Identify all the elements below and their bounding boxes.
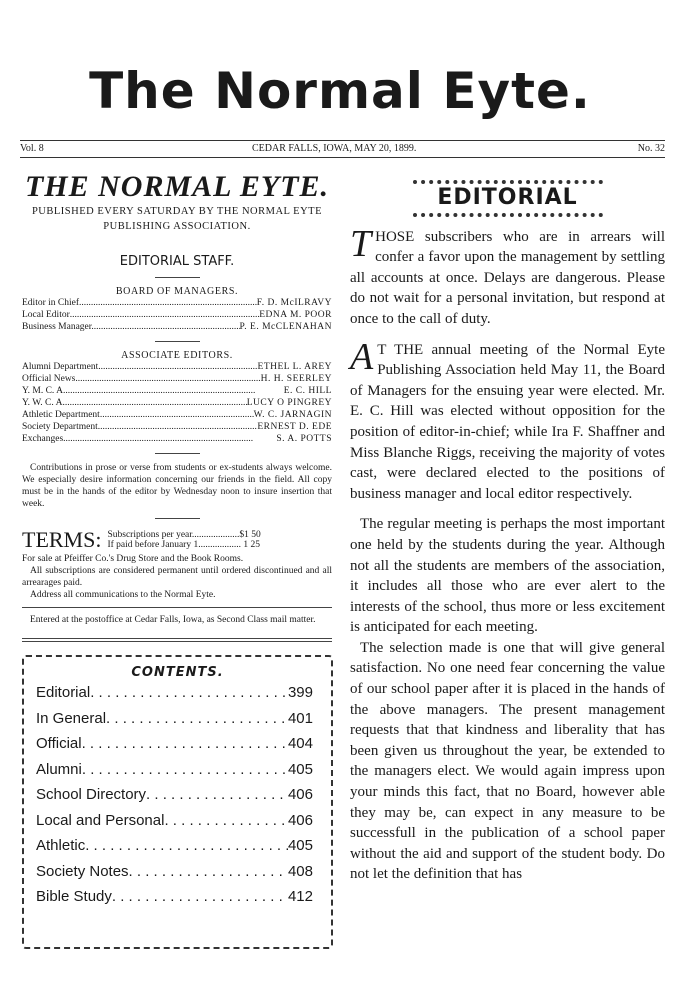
staff-row — [22, 321, 332, 333]
staff-name: F. D. McILRAVY — [256, 298, 332, 308]
staff-row — [22, 385, 332, 397]
contents-page: 406 — [287, 786, 313, 803]
volume: Vol. 8 — [20, 143, 44, 154]
entered-note: Entered at the postoffice at Cedar Falls, Iowa, as Second Class mail matter. — [30, 615, 316, 625]
term-line: If paid before January 1.................. 1 25 — [107, 540, 260, 550]
contents-item — [24, 757, 331, 783]
staff-row — [22, 309, 332, 321]
sale-note: For sale at Pfeiffer Co.'s Drug Store and the Book Rooms. — [22, 554, 244, 564]
staff-row — [22, 361, 332, 373]
contents-item — [24, 833, 331, 859]
staff-row — [22, 297, 332, 309]
contents-page: 405 — [287, 760, 313, 778]
staff-name: ERNEST D. EDE — [257, 422, 332, 432]
editorial-column — [350, 180, 665, 885]
staff-name: P. E. McCLENAHAN — [239, 322, 332, 332]
contents-label: Bible Study — [36, 888, 112, 905]
terms-label: TERMS: — [22, 527, 102, 552]
contents-label: In General — [36, 709, 107, 727]
contents-label: Society Notes — [36, 862, 129, 880]
contents-item — [24, 680, 331, 706]
staff-row — [22, 397, 332, 409]
term-line: Subscriptions per year....................$1 50 — [107, 530, 261, 540]
staff-row — [22, 409, 332, 421]
contents-item — [24, 782, 331, 808]
publisher-line: PUBLISHED EVERY SATURDAY BY THE NORMAL EYTE PUBLISHING ASSOCIATION. — [31, 206, 323, 232]
left-column — [22, 170, 332, 644]
terms — [22, 527, 332, 553]
contents-label: Editorial — [36, 684, 91, 701]
contributions-note: Contributions in prose or verse from students or ex-students always welcome. We especially desire information concerning our friends in the field. All copy must be in the hands of the editor by Wednesday noon to insure insertion that week. — [22, 463, 332, 509]
address-note: Address all communications to the Normal Eyte. — [30, 590, 216, 600]
assoc-heading: ASSOCIATE EDITORS. — [121, 350, 233, 361]
staff-name: LUCY O PINGREY — [246, 398, 332, 408]
staff-role: Y. W. C. A. — [22, 398, 65, 408]
contents-heading: CONTENTS. — [131, 665, 224, 680]
staff-row — [22, 373, 332, 385]
board-heading: BOARD OF MANAGERS. — [115, 286, 239, 297]
staff-role: Business Manager. — [22, 322, 94, 332]
staff-role: Local Editor — [22, 310, 70, 320]
editorial-heading: EDITORIAL — [413, 180, 603, 217]
staff-role: Official News — [22, 374, 76, 384]
staff-name: ETHEL L. AREY — [257, 362, 332, 372]
contents-box — [22, 655, 333, 949]
contents-label: Athletic — [36, 837, 86, 854]
contents-page: 401 — [287, 709, 313, 727]
contents-label: Local and Personal — [36, 811, 165, 829]
contents-page: 412 — [287, 888, 313, 905]
editorial-paragraph: THOSE subscribers who are in arrears will confer a favor upon the management by settling all accounts at once. Delays are dangerous. Please do not wait for a personal invitation, but respond at once to the call of duty. — [350, 222, 665, 327]
contents-label: Alumni — [36, 760, 82, 778]
contents-page: 406 — [287, 811, 313, 829]
contents-page: 399 — [287, 684, 313, 701]
staff-name: S. A. POTTS — [276, 434, 332, 444]
contents-label: Official — [36, 735, 82, 752]
editorial-paragraph: The selection made is one that will give general satisfaction. No one need fear concerning the value of our school paper after it is placed in the hands of the above managers. The present management requests that that kindness and liberality that has been given us throughout the year, be extended to the managers elect. We would again impress upon your minds this fact, that no Board, however able they may be, can expect in any measure to be successfull in the publication of a school paper without the aid and support of the student body. Do not let the definition that has — [350, 639, 665, 883]
issue-number: No. 32 — [637, 143, 665, 154]
contents-page: 408 — [287, 862, 313, 880]
staff-name: EDNA M. POOR — [259, 310, 332, 320]
staff-role: Editor in Chief — [22, 298, 79, 308]
place-date: CEDAR FALLS, IOWA, MAY 20, 1899. — [252, 143, 417, 154]
contents-item — [24, 731, 331, 757]
contents-page: 405 — [287, 837, 313, 854]
contents-item — [24, 884, 331, 910]
staff-role: Alumni Department — [22, 362, 99, 372]
divider — [20, 140, 665, 141]
paper-title: THE NORMAL EYTE. — [24, 170, 330, 203]
staff-heading: EDITORIAL STAFF. — [119, 254, 235, 269]
staff-role: Exchanges — [22, 434, 64, 444]
editorial-paragraph: A T THE annual meeting of the Normal Eyte Publishing Association held May 11, the Board of Managers for the ensuing year were elected. Mr. E. C. Hill was elected without opposition for the position of editor-in-chief; while Ira F. Shaffner and Miss Blanche Riggs, receiving the majority of votes cast, were declared elected to the positions of business manager and local editor respectively. — [350, 335, 665, 502]
staff-role: Y. M. C. A. — [22, 386, 66, 396]
editorial-paragraph: The regular meeting is perhaps the most important one held by the students during the year. Although not all the students are members of the association, it includes all those who are ever alert to the interests of the school, thus more or less excitement is anticipated for each meeting. — [350, 516, 665, 636]
staff-role: Society Department — [22, 422, 98, 432]
contents-label: School Directory — [36, 786, 147, 803]
contents-page: 404 — [287, 735, 313, 752]
staff-name: H. H. SEERLEY — [260, 374, 332, 384]
contents-item — [24, 859, 331, 885]
divider — [20, 157, 665, 158]
staff-name: W. C. JARNAGIN — [253, 410, 332, 420]
contents-item — [24, 808, 331, 834]
staff-row — [22, 433, 332, 445]
permanent-note: All subscriptions are considered permanent until ordered discontinued and all arrearages paid. — [22, 566, 332, 588]
staff-role: Athletic Department — [22, 410, 100, 420]
staff-row — [22, 421, 332, 433]
contents-item — [24, 706, 331, 732]
staff-name: E. C. HILL — [283, 386, 332, 396]
masthead: The Normal Eyte. — [89, 62, 591, 120]
